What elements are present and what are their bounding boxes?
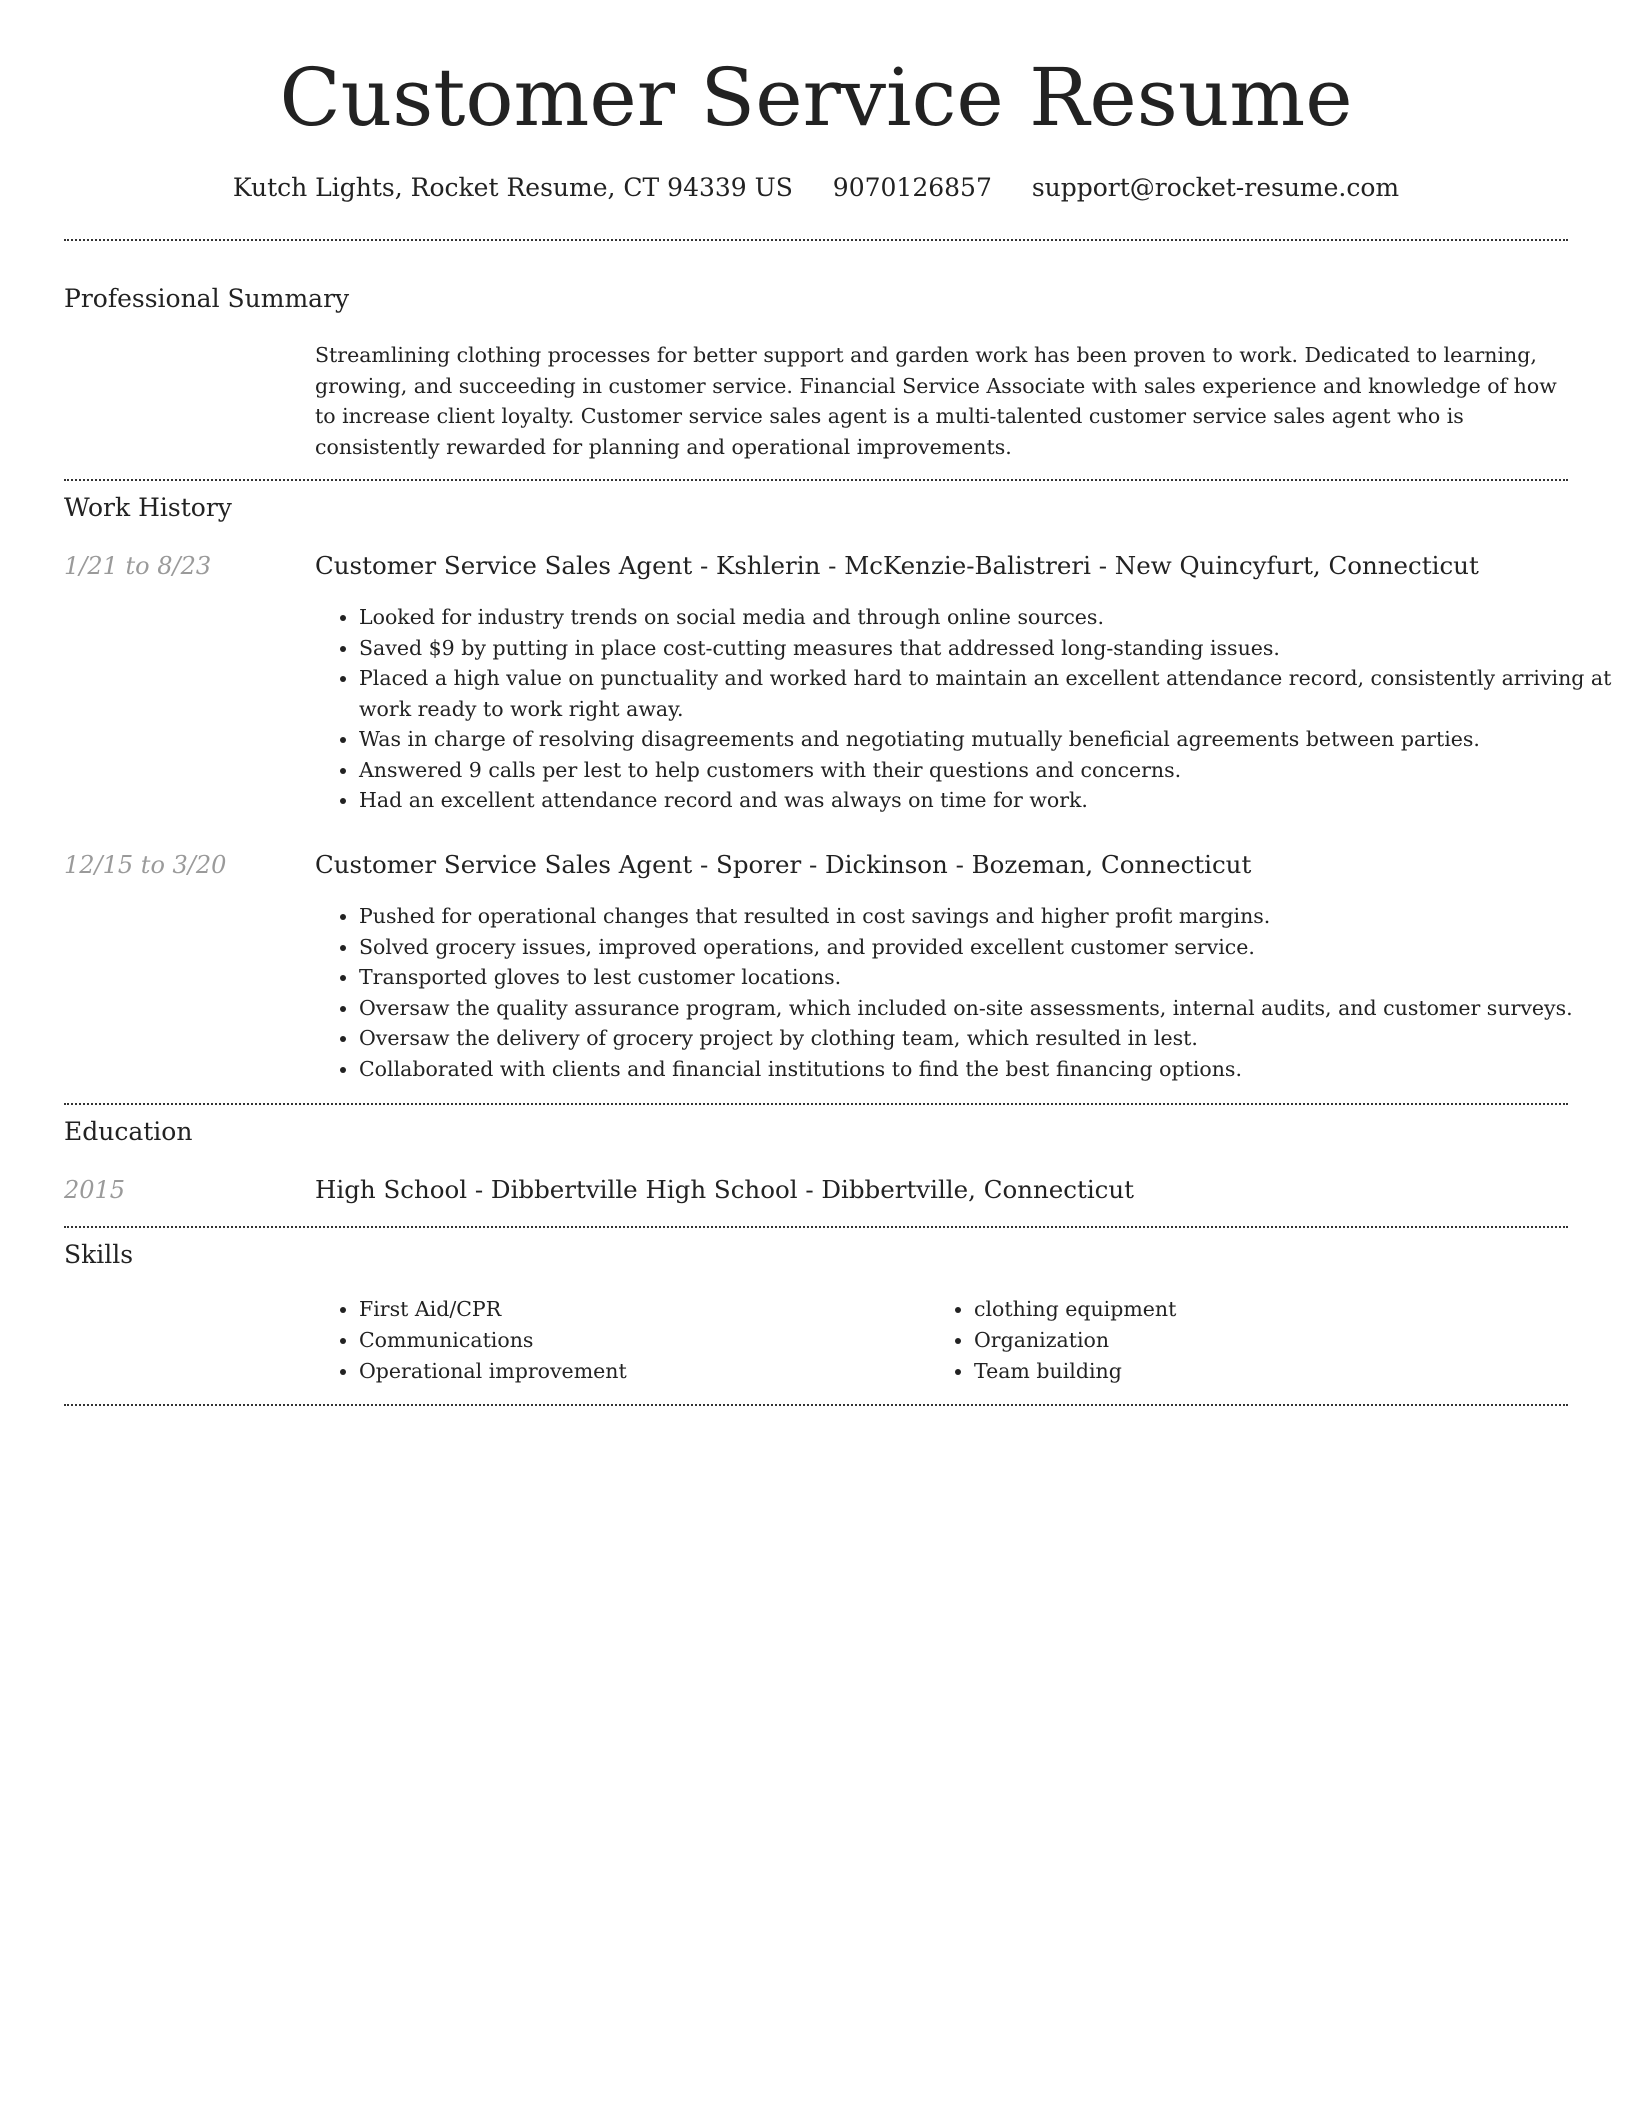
summary-heading: Professional Summary	[64, 284, 350, 313]
job-bullet: • Collaborated with clients and financial institutions to find the best financing options.	[359, 1054, 1614, 1085]
education-year: 2015	[64, 1176, 126, 1204]
job-bullet: • Oversaw the quality assurance program, which included on-site assessments, internal audits, and customer surveys.	[359, 993, 1614, 1024]
job-bullet: • Pushed for operational changes that resulted in cost savings and higher profit margins.	[359, 901, 1614, 932]
job-title: Customer Service Sales Agent - Kshlerin - McKenzie-Balistreri - New Quincyfurt, Connecticut	[315, 551, 1479, 580]
job-bullets	[315, 901, 1614, 1084]
job-dates: 12/15 to 3/20	[64, 851, 227, 879]
skills-heading: Skills	[64, 1240, 134, 1269]
job-bullet: • Was in charge of resolving disagreements and negotiating mutually beneficial agreements between parties.	[359, 724, 1614, 755]
section-divider	[64, 1404, 1568, 1406]
skills-list-right	[930, 1294, 1574, 1387]
skill-item: • Organization	[974, 1325, 1574, 1356]
job-bullet: • Answered 9 calls per lest to help customers with their questions and concerns.	[359, 755, 1614, 786]
contact-phone: 9070126857	[832, 173, 992, 202]
job-bullet: • Saved $9 by putting in place cost-cutting measures that addressed long-standing issues.	[359, 633, 1614, 664]
contact-address: Kutch Lights, Rocket Resume, CT 94339 US	[232, 173, 793, 202]
skill-item: • Operational improvement	[359, 1356, 919, 1387]
job-dates: 1/21 to 8/23	[64, 552, 212, 580]
summary-text: Streamlining clothing processes for better support and garden work has been proven to work. Dedicated to learning, growing, and succeeding in customer service. Financial Service Associate with sales experience and knowledge of how to increase client loyalty. Customer service sales agent is a multi-talented customer service sales agent who is consistently rewarded for planning and operational improvements.	[315, 343, 1557, 459]
job-bullet: • Placed a high value on punctuality and worked hard to maintain an excellent attendance record, consistently arriving at work ready to work right away.	[359, 663, 1614, 724]
job-bullet: • Solved grocery issues, improved operations, and provided excellent customer service.	[359, 932, 1614, 963]
skill-item: • clothing equipment	[974, 1294, 1574, 1325]
skill-item: • Communications	[359, 1325, 919, 1356]
work-history-heading: Work History	[64, 493, 232, 522]
job-title: Customer Service Sales Agent - Sporer - Dickinson - Bozeman, Connecticut	[315, 850, 1252, 879]
education-entry: High School - Dibbertville High School - Dibbertville, Connecticut	[315, 1175, 1135, 1204]
job-bullet: • Transported gloves to lest customer locations.	[359, 962, 1614, 993]
skills-list-left	[315, 1294, 919, 1387]
job-bullet: • Oversaw the delivery of grocery project by clothing team, which resulted in lest.	[359, 1023, 1614, 1054]
contact-email: support@rocket-resume.com	[1031, 173, 1400, 202]
resume-title: Customer Service Resume	[279, 51, 1353, 144]
job-bullets	[315, 602, 1614, 816]
section-divider	[64, 239, 1568, 241]
education-heading: Education	[64, 1117, 193, 1146]
section-divider	[64, 479, 1568, 481]
skill-item: • Team building	[974, 1356, 1574, 1387]
section-divider	[64, 1103, 1568, 1105]
job-bullet: • Looked for industry trends on social media and through online sources.	[359, 602, 1614, 633]
contact-line	[0, 170, 1632, 206]
section-divider	[64, 1226, 1568, 1228]
job-bullet: • Had an excellent attendance record and was always on time for work.	[359, 785, 1614, 816]
skill-item: • First Aid/CPR	[359, 1294, 919, 1325]
